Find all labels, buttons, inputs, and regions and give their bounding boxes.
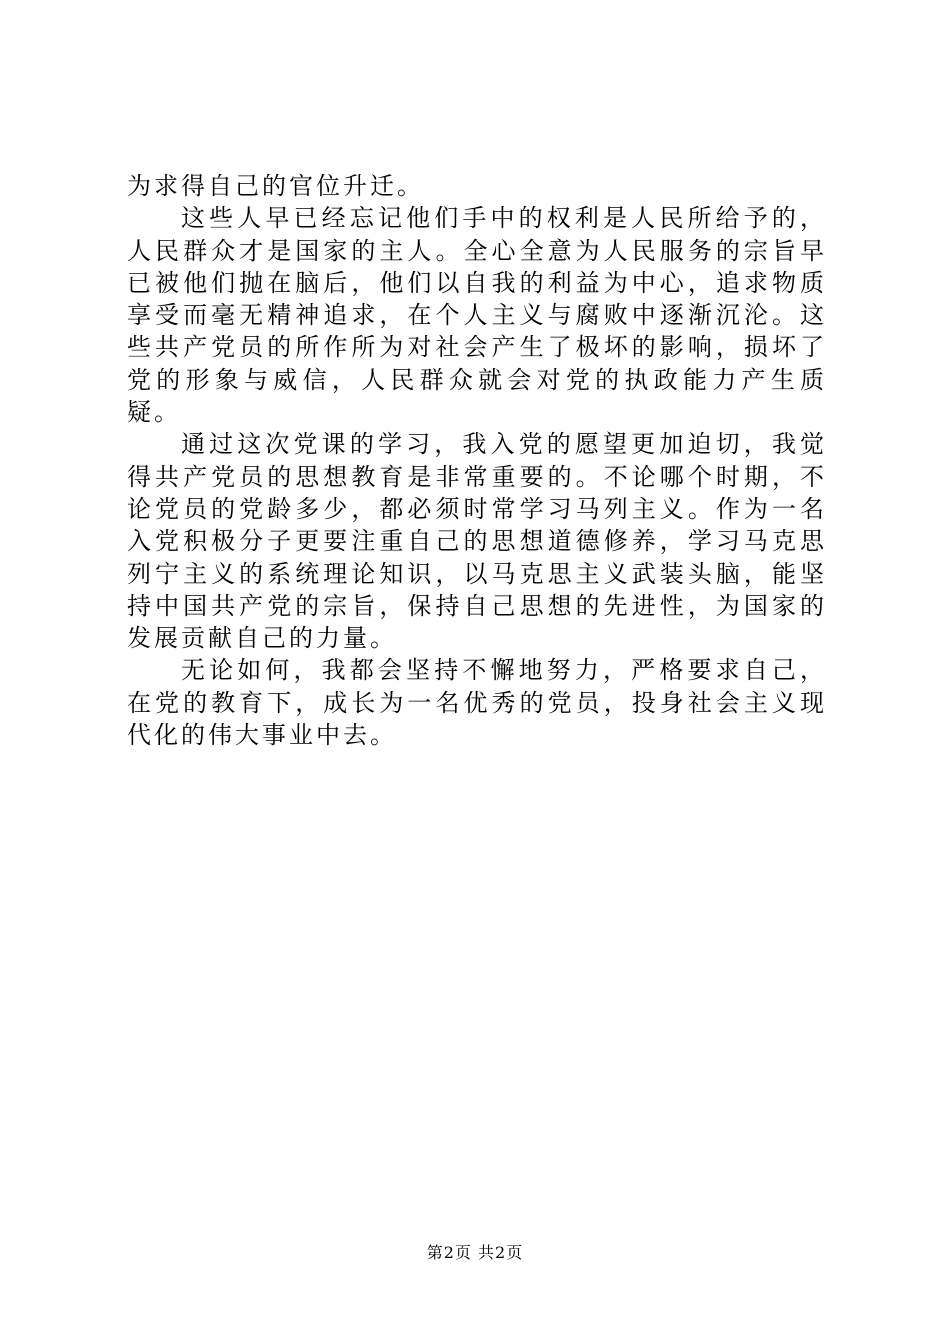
paragraph: 无论如何，我都会坚持不懈地努力，严格要求自己，在党的教育下，成长为一名优秀的党员，投身社会主义现代化的伟大事业中去。 <box>127 656 827 750</box>
paragraph: 这些人早已经忘记他们手中的权利是人民所给予的，人民群众才是国家的主人。全心全意为人民服务的宗旨早已被他们抛在脑后，他们以自我的利益为中心，追求物质享受而毫无精神追求，在个人主义与腐败中逐渐沉沦。这些共产党员的所作所为对社会产生了极坏的影响，损坏了党的形象与威信，人民群众就会对党的执政能力产生质疑。 <box>127 204 827 427</box>
page-number-footer: 第2页 共2页 <box>426 1243 524 1262</box>
paragraph-continuation: 为求得自己的官位升迁。 <box>127 172 424 200</box>
paragraph: 通过这次党课的学习，我入党的愿望更加迫切，我觉得共产党员的思想教育是非常重要的。不论哪个时期，不论党员的党龄多少，都必须时常学习马列主义。作为一名入党积极分子更要注重自己的思想道德修养，学习马克思列宁主义的系统理论知识，以马克思主义武装头脑，能坚持中国共产党的宗旨，保持自己思想的先进性，为国家的发展贡献自己的力量。 <box>127 430 827 653</box>
document-body <box>127 170 827 751</box>
